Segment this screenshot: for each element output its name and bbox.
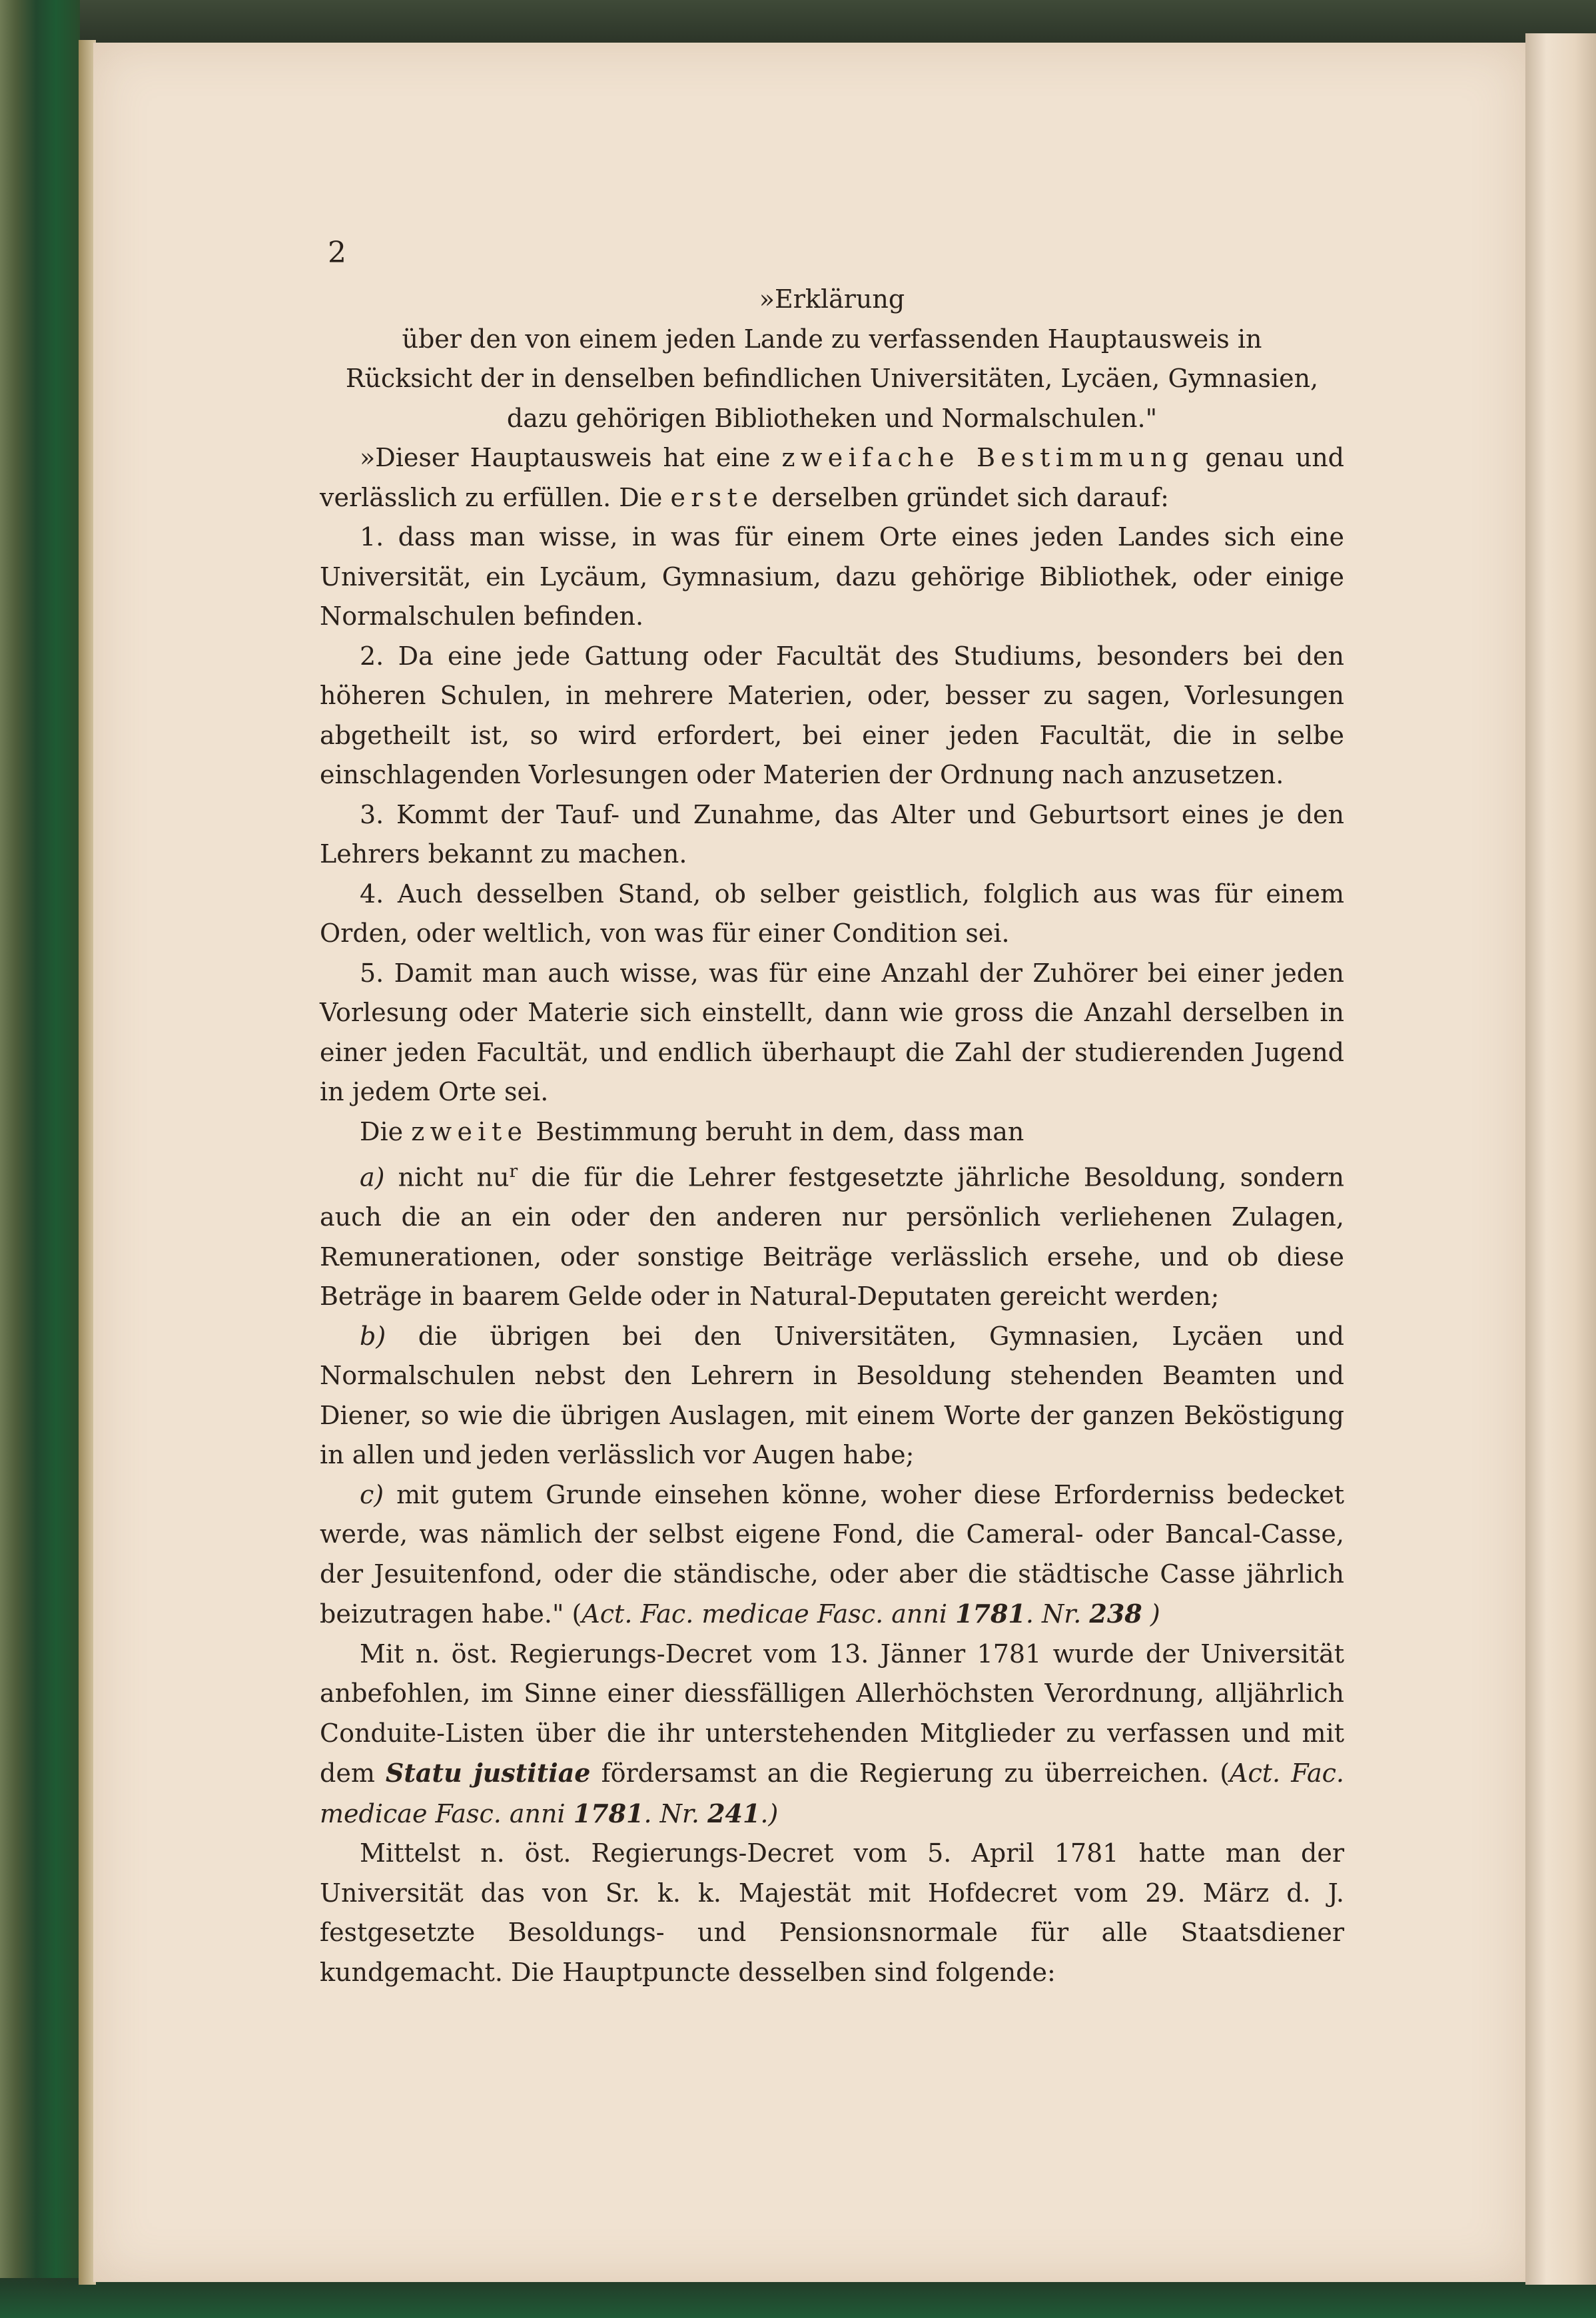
section-subheading: über den von einem jeden Lande zu verfassenden Hauptausweis in Rücksicht der in denselben befindlichen Universitäten, Lycäen, Gymnasien, dazu gehörigen Bibliotheken und Normalschulen." bbox=[345, 324, 1319, 433]
paragraph-conduite-listen: Mit n. öst. Regierungs-Decret vom 13. Jänner 1781 wurde der Universität anbefohlen, im Sinne einer diessfälligen Allerhöchsten Verordnung, alljährlich Conduite-Listen über die ihr unterstehenden Mitglieder zu verfassen und mit dem Statu justitiae fördersamst an die Regierung zu überreichen. (Act. Fac. medicae Fasc. anni 1781. Nr. 241.) bbox=[320, 1639, 1344, 1828]
list-item-1: 1. dass man wisse, in was für einem Orte eines jeden Landes sich eine Universität, ein Lycäum, Gymnasium, dazu gehörige Bibliothek, oder einige Normalschulen befinden. bbox=[320, 522, 1344, 631]
list-item-4: 4. Auch desselben Stand, ob selber geistlich, folglich aus was für einem Orden, oder weltlich, von was für einer Condition sei. bbox=[320, 879, 1344, 948]
paragraph-zweite-bestimmung: Die zweite Bestimmung beruht in dem, dass man bbox=[360, 1116, 1024, 1146]
book-cover-top bbox=[0, 0, 1596, 47]
section-heading: »Erklärung bbox=[759, 284, 905, 314]
list-item-2: 2. Da eine jede Gattung oder Facultät des Studiums, besonders bei den höheren Schulen, in mehrere Materien, oder, besser zu sagen, Vorlesungen abgetheilt ist, so wird erfordert, bei einer jeden Facultät, die in selbe einschlagenden Vorlesungen oder Materien der Ordnung nach anzusetzen. bbox=[320, 641, 1344, 789]
book-cover-bottom bbox=[0, 2278, 1596, 2318]
sub-item-a: a) nicht $nu^r$ die für die Lehrer festgesetzte jährliche Besoldung, sondern auch die an ein oder den anderen nur persönlich verliehenen Zulagen, Remunerationen, oder sonstige Beiträge verlässlich ersehe, und ob diese Beträge in baarem Gelde oder in Natural-Deputaten gereicht werden; bbox=[320, 1161, 1344, 1312]
page-number: 2 bbox=[328, 236, 346, 270]
paragraph-besoldungsnormale: Mittelst n. öst. Regierungs-Decret vom 5. April 1781 hatte man der Universität das von Sr. k. k. Majestät mit Hofdecret vom 29. März d. J. festgesetzte Besoldungs- und Pensionsnormale für alle Staatsdiener kundgemacht. Die Hauptpuncte desselben sind folgende: bbox=[320, 1838, 1344, 1987]
list-item-5: 5. Damit man auch wisse, was für eine Anzahl der Zuhörer bei einer jeden Vorlesung oder Materie sich einstellt, dann wie gross die Anzahl derselben in einer jeden Facultät, und endlich überhaupt die Zahl der studierenden Jugend in jedem Orte sei. bbox=[320, 958, 1344, 1106]
page-text bbox=[320, 280, 1344, 1992]
paragraph-hauptausweis: »Dieser Hauptausweis hat eine zweifache Bestimmung genau und verlässlich zu erfüllen. Die erste derselben gründet sich darauf: bbox=[320, 443, 1345, 512]
sub-item-b: b) die übrigen bei den Universitäten, Gymnasien, Lycäen und Normalschulen nebst den Lehrern in Besoldung stehenden Beamten und Diener, so wie die übrigen Auslagen, mit einem Worte der ganzen Beköstigung in allen und jeden verlässlich vor Augen habe; bbox=[320, 1321, 1344, 1470]
book-cover-left bbox=[0, 0, 80, 2318]
sub-item-c: c) mit gutem Grunde einsehen könne, woher diese Erforderniss bedecket werde, was nämlich der selbst eigene Fond, die Cameral- oder Bancal-Casse, der Jesuitenfond, oder die ständische, oder aber die städtische Casse jährlich beizutragen habe." (Act. Fac. medicae Fasc. anni 1781. Nr. 238 ) bbox=[320, 1479, 1344, 1629]
list-item-3: 3. Kommt der Tauf- und Zunahme, das Alter und Geburtsort eines je den Lehrers bekannt zu machen. bbox=[320, 799, 1344, 869]
next-page-edge bbox=[1525, 33, 1596, 2285]
